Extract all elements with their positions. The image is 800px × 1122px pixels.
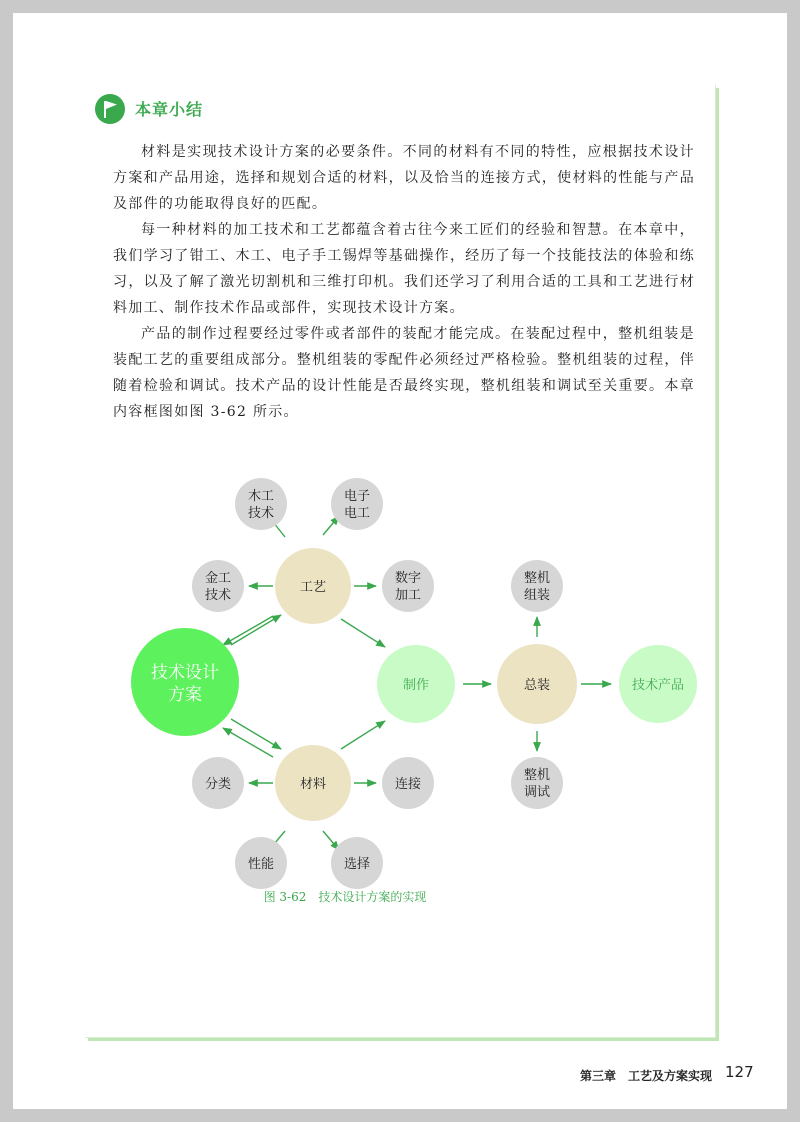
node-whole-debug-label-2: 调试 (523, 785, 551, 800)
node-electronics-label-2: 电工 (343, 506, 371, 521)
paragraph: 每一种材料的加工技术和工艺都蕴含着古往今来工匠们的经验和智慧。在本章中，我们学习了钳工、木工、电子手工锡焊等基础操作，经历了每一个技能技法的体验和练习，以及了解了激光切割机和三维打印机。我们还学习了利用合适的工具和工艺进行材料加工、制作技术作品或部件，实现技术设计方案。 (113, 222, 695, 316)
node-make (377, 645, 455, 723)
paragraph: 产品的制作过程要经过零件或者部件的装配才能完成。在装配过程中，整机组装是装配工艺的重要组成部分。整机组装的零配件必须经过严格检验。整机组装的过程，伴随着检验和调试。技术产品的设计性能是否最终实现，整机组装和调试至关重要。本章内容框图如图 3-62 所示。 (113, 326, 695, 420)
node-assembly-label: 总装 (523, 678, 551, 693)
node-classify-label: 分类 (204, 777, 232, 792)
node-woodwork-circle (235, 478, 287, 530)
arrow-material-make (341, 721, 385, 749)
paragraph: 材料是实现技术设计方案的必要条件。不同的材料有不同的特性，应根据技术设计方案和产品用途，选择和规划合适的材料，以及恰当的连接方式，使材料的性能与产品及部件的功能取得良好的匹配。 (113, 144, 695, 212)
page-number: 127 (725, 1063, 754, 1081)
node-digital-label-2: 加工 (394, 588, 422, 603)
node-digital-label-1: 数字 (394, 571, 422, 586)
node-connect (382, 757, 434, 809)
arrow-plan-material (231, 719, 281, 749)
node-assembly (497, 644, 577, 724)
node-electronics (331, 478, 383, 530)
node-woodwork (235, 478, 287, 530)
node-metalwork-circle (192, 560, 244, 612)
node-woodwork-label-2: 技术 (247, 506, 275, 521)
node-classify (192, 757, 244, 809)
node-select (331, 837, 383, 889)
node-plan-label-2: 方案 (168, 685, 202, 705)
node-performance-label: 性能 (247, 857, 275, 872)
chapter-footer: 第三章 工艺及方案实现 (580, 1069, 713, 1083)
arrow-craft-plan (223, 616, 273, 645)
node-woodwork-label-1: 木工 (247, 489, 275, 504)
node-whole-assembly-label-1: 整机 (523, 571, 551, 586)
node-plan (131, 628, 239, 736)
node-electronics-label-1: 电子 (343, 489, 371, 504)
node-whole-assembly (511, 560, 563, 612)
node-performance (235, 837, 287, 889)
node-whole-debug (511, 757, 563, 809)
node-digital (382, 560, 434, 612)
arrow-material-plan (223, 728, 273, 757)
summary-card (85, 85, 716, 1038)
node-metalwork-label-2: 技术 (204, 588, 232, 603)
node-whole-assembly-label-2: 组装 (523, 588, 551, 603)
figure-caption: 图 3-62 技术设计方案的实现 (263, 890, 427, 904)
node-product (619, 645, 697, 723)
node-metalwork-label-1: 金工 (204, 571, 232, 586)
node-craft-label: 工艺 (299, 580, 327, 595)
node-plan-label-1: 技术设计 (151, 663, 219, 683)
node-select-label: 选择 (343, 857, 371, 872)
node-whole-assembly-circle (511, 560, 563, 612)
node-digital-circle (382, 560, 434, 612)
node-product-label: 技术产品 (631, 678, 685, 693)
node-whole-debug-label-1: 整机 (523, 768, 551, 783)
node-electronics-circle (331, 478, 383, 530)
node-metalwork (192, 560, 244, 612)
arrow-craft-make (341, 619, 385, 647)
page (13, 13, 787, 1109)
node-material (275, 745, 351, 821)
section-title: 本章小结 (135, 100, 204, 119)
node-material-label: 材料 (299, 777, 327, 792)
node-connect-label: 连接 (394, 777, 422, 792)
node-make-label: 制作 (402, 678, 430, 693)
node-craft (275, 548, 351, 624)
arrow-plan-craft (231, 615, 281, 645)
node-whole-debug-circle (511, 757, 563, 809)
